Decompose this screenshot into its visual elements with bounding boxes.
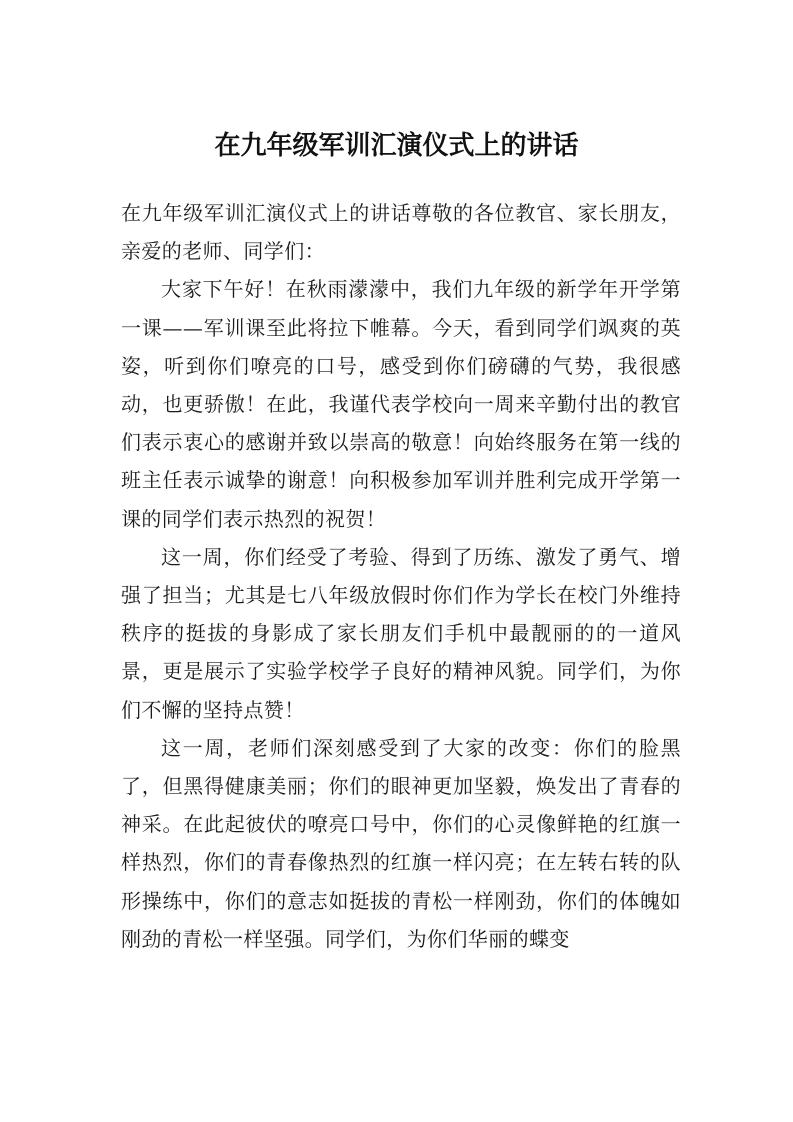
body-paragraph: 大家下午好！在秋雨濛濛中，我们九年级的新学年开学第一课——军训课至此将拉下帷幕。今天，看到同学们飒爽的英姿，听到你们嘹亮的口号，感受到你们磅礴的气势，我很感动，也更骄傲！在此，我谨代表学校向一周来辛勤付出的教官们表示衷心的感谢并致以崇高的敬意！向始终服务在第一线的班主任表示诚挚的谢意！向积极参加军训并胜利完成开学第一课的同学们表示热烈的祝贺！ xyxy=(121,277,681,531)
body-paragraph: 这一周，老师们深刻感受到了大家的改变：你们的脸黑了，但黑得健康美丽；你们的眼神更加坚毅，焕发出了青春的神采。在此起彼伏的嘹亮口号中，你们的心灵像鲜艳的红旗一样热烈，你们的青春像热烈的红旗一样闪亮；在左转右转的队形操练中，你们的意志如挺拔的青松一样刚劲，你们的体魄如刚劲的青松一样坚强。同学们，为你们华丽的蝶变 xyxy=(121,735,681,951)
body-paragraph: 这一周，你们经受了考验、得到了历练、激发了勇气、增强了担当；尤其是七八年级放假时你们作为学长在校门外维持秩序的挺拔的身影成了家长朋友们手机中最靓丽的的一道风景，更是展示了实验学校学子良好的精神风貌。同学们，为你们不懈的坚持点赞！ xyxy=(121,544,681,722)
salutation-paragraph: 在九年级军训汇演仪式上的讲话尊敬的各位教官、家长朋友，亲爱的老师、同学们： xyxy=(121,201,681,264)
document-title: 在九年级军训汇演仪式上的讲话 xyxy=(214,131,579,161)
document-body xyxy=(121,194,681,958)
